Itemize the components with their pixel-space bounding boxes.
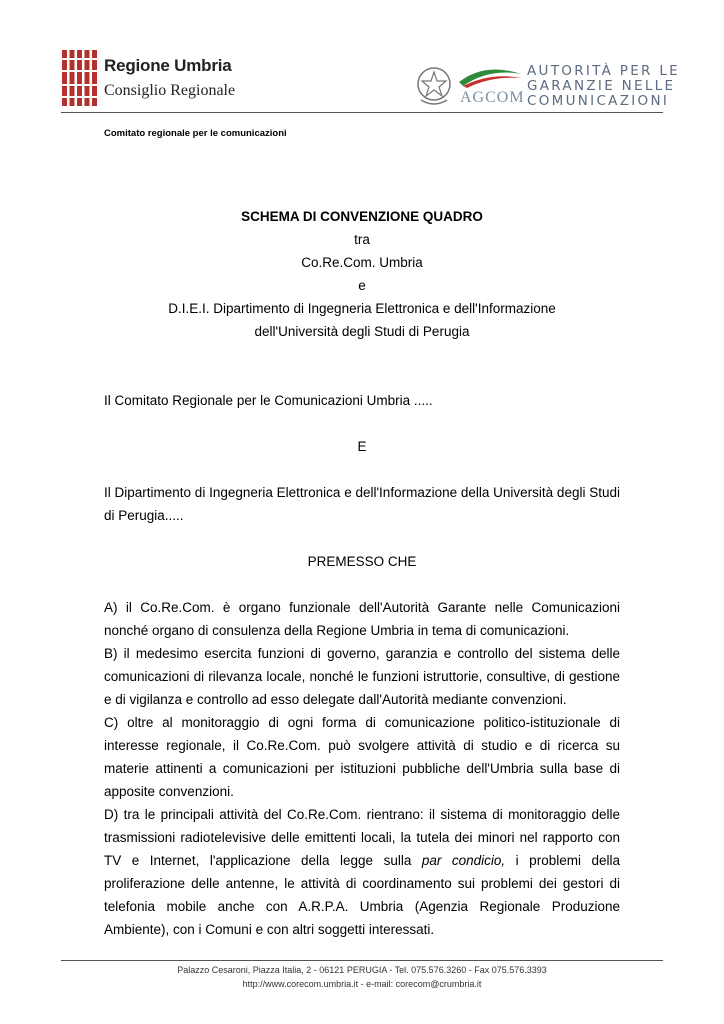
footer-divider <box>61 960 663 961</box>
authority-line-1: AUTORITÀ PER LE <box>527 63 680 79</box>
letterhead <box>0 0 724 115</box>
agreement-title-block <box>104 205 620 343</box>
premessa-d-italic: par condicio, <box>421 853 506 868</box>
agcom-swoosh-icon <box>455 60 523 90</box>
premessa-a: A) il Co.Re.Com. è organo funzionale dell'Autorità Garante nelle Comunicazioni nonché organo di consulenza della Regione Umbria in tema di comunicazioni. <box>104 600 620 638</box>
premessa-c: C) oltre al monitoraggio di ogni forma di comunicazione politico-istituzionale di interesse regionale, il Co.Re.Com. può svolgere attività di studio e di ricerca su materie attinenti a comunicazioni per istituzioni pubbliche dell'Umbria sulla base di apposite convenzioni. <box>104 715 620 799</box>
premessa-d <box>104 803 620 941</box>
party-diei: Il Dipartimento di Ingegneria Elettronica e dell'Informazione della Università degli Studi di Perugia..... <box>104 485 620 523</box>
footer-address: Palazzo Cesaroni, Piazza Italia, 2 - 06121 PERUGIA - Tel. 075.576.3260 - Fax 075.576.3393 <box>177 965 547 975</box>
authority-line-2: GARANZIE NELLE <box>527 78 676 94</box>
premesse-list <box>104 596 620 941</box>
title-party-2-university: dell'Università degli Studi di Perugia <box>254 324 470 339</box>
footer-contacts: http://www.corecom.umbria.it - e-mail: corecom@crumbria.it <box>242 979 482 989</box>
title-party-2: D.I.E.I. Dipartimento di Ingegneria Elettronica e dell'Informazione <box>168 301 556 316</box>
regione-subtitle: Consiglio Regionale <box>104 82 236 99</box>
premessa-b: B) il medesimo esercita funzioni di governo, garanzia e controllo del sistema delle comunicazioni di rilevanza locale, nonché le funzioni istruttorie, consultive, di gestione e di vigilanza e controllo ad esso delegate dall'Autorità mediante convenzioni. <box>104 646 620 707</box>
title-and: e <box>358 278 366 293</box>
authority-line-3: COMUNICAZIONI <box>527 93 670 109</box>
party-corecom: Il Comitato Regionale per le Comunicazioni Umbria ..... <box>104 393 433 408</box>
premesso-heading: PREMESSO CHE <box>307 554 417 569</box>
title-between: tra <box>354 232 370 247</box>
party-conjunction: E <box>357 439 367 454</box>
italian-republic-emblem-icon <box>415 64 453 108</box>
premessa-d-text-1: D) tra le principali attività del Co.Re.Com. rientrano: il sistema di monitoraggio delle trasmissioni radiotelevisive delle emittenti locali, la tutela dei minori nel rapporto con TV e Internet, l'applicazione della legge sulla <box>104 807 620 868</box>
header-divider <box>61 112 663 113</box>
premessa-d-text-2: i problemi della proliferazione delle antenne, le attività di coordinamento sui problemi dei gestori di telefonia mobile anche con A.R.P.A. Umbria (Agenzia Regionale Produzione Ambiente), con i Comuni e con altri soggetti interessati. <box>104 853 620 937</box>
regione-name: Regione Umbria <box>104 56 232 75</box>
committee-label: Comitato regionale per le comunicazioni <box>104 128 287 139</box>
agreement-title: SCHEMA DI CONVENZIONE QUADRO <box>241 209 483 224</box>
regione-umbria-logo-icon <box>62 50 97 106</box>
title-party-1: Co.Re.Com. Umbria <box>301 255 423 270</box>
agcom-wordmark: AGCOM <box>460 89 525 106</box>
